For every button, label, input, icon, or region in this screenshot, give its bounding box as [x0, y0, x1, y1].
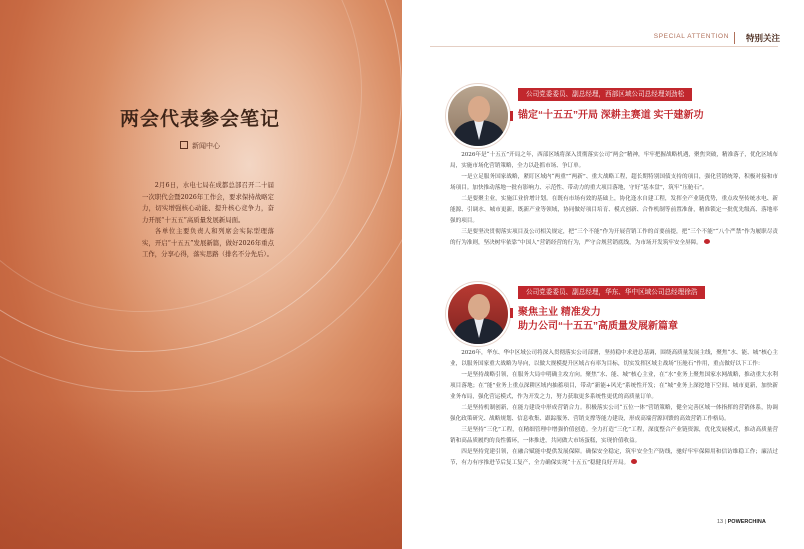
speaker-tag: 公司党委委员、副总经理，西部区域公司总经理刘劲松: [518, 88, 692, 101]
body-paragraph: [450, 227, 778, 249]
headline-text: 锚定“十五五”开局 深耕主赛道 实干建新功: [518, 110, 704, 121]
body-paragraph: 2026年，华东、华中区域公司将深入贯彻落实公司部署，坚持稳中求进总基调，围绕高质量发展主线，聚焦“水、能、城”核心主业，以服务国家重大战略为导向，以做大规模提升区域占有率为目标，切实发挥区域主战场“压舱石”作用，重点做好以下工作：: [450, 350, 778, 367]
body-paragraph: 2026年是“十五五”开局之年，西部区域将深入贯彻落实公司“两会”精神，牢牢把握战略机遇，聚焦突破，精准落子，优化区域布局，实施市场化营销策略，全力以赴抓市场、争订单。: [450, 152, 778, 169]
square-icon: [180, 141, 188, 149]
headline-marker: [510, 111, 513, 121]
body-paragraph: 二是坚持机制创新，在能力建设中形成营销合力。积极落实公司“五位一体”营销策略，健全完善区域一体指挥的营销体系，协调强化政策研究、战略规划、信息收集、跟踪服务、营销支撑等能力建设，形成高端营源回馈的高效营销工作格局。: [450, 405, 778, 422]
portrait-photo: [446, 282, 510, 346]
portrait-photo: [446, 84, 510, 148]
end-mark-icon: [704, 239, 710, 244]
intro-text: [142, 180, 274, 261]
body-paragraph: 二是要聚主业，实施江业价增计划。在既有市场有效的基础上，协化逢水自建工程，发挥全产业链优势，重点攻坚传统水电、新能源、引调水、城市更新，既新产业等领域，协同做好项目培育、模式创新、合作机制等前置准备，精准锁定一批优先级高、落地率强的项目。: [450, 196, 778, 224]
body-paragraph: 一是立足服务国家战略，紧盯区域内“两重”“两新”、重大战略工程，超长期特别国债支持的项目，强化营销统筹，积极对接和市场项目。加快推动落地一批有影响力、示范性、带动力的重大项目落地，守好“基本盘”，筑牢“压舱石”。: [450, 174, 778, 191]
page-number: 13: [717, 519, 724, 525]
author-line: [180, 141, 220, 151]
article-body: [450, 348, 778, 469]
page-title: 两会代表参会笔记: [120, 108, 281, 130]
section-header: [605, 32, 785, 46]
end-mark-icon: [631, 459, 637, 464]
intro-paragraph: 2月6日，水电七局在成都总部召开二十届一次职代会暨2026年工作会，要求保持战略定力，切实增强核心动能、提升核心竞争力，奋力开展“十五五”高质量发展新局面。: [142, 181, 274, 224]
brand-name: POWERCHINA: [727, 519, 766, 525]
headline-marker: [510, 308, 513, 318]
body-paragraph: 一是坚持战略引领，在服务大局中明确主攻方向。聚焦“水、能、城”核心主业，在“水”业务上聚焦国家水网战略，推动重大水利项目落地；在“能”业务上重点深耕区域内抽蓄项目，带动“新能+风光”系统性开发；在“城”业务上深挖地下空间、城市更新，加快新业务布局，强化营运模式，作为开发之力，努力获取更多系统性更优的高质量订单。: [450, 372, 778, 400]
article-headline: [518, 306, 678, 334]
speaker-tag: 公司党委委员、副总经理，华东、华中区域公司总经理徐浩: [518, 286, 705, 299]
article-body: [450, 150, 778, 249]
headline-line-1: 聚焦主业 精准发力: [518, 307, 601, 318]
author-name: 新闻中心: [192, 142, 220, 150]
header-rule: [430, 46, 778, 47]
body-paragraph: [450, 447, 778, 469]
body-paragraph-text: 四是坚持党建引领，在融合赋能中提供发展保障。确保安全稳定，筑牢安全生产防线，驰好牢牢保障用和信访维稳工作；廉洁过节，有力有序推进节后复工复产，全力确保实现“十五五”稳健良好开局。: [450, 449, 778, 466]
page-footer: 13 | POWERCHINA: [717, 519, 766, 525]
background-gradient: [0, 399, 402, 549]
header-divider: [734, 32, 735, 44]
body-paragraph-text: 三是要坚决贯彻落实项目及公司相关规定，把“三个不能”作为开展营销工作的首要前提，把“三个不能”“八个严禁”作为履职尽责的行为准则，坚决树牢依靠“中国人”营销经营的行为，严守合规营销底线，为市场开发筑牢安全屏障。: [450, 229, 778, 246]
headline-line-2: 助力公司“十五五”高质量发展新篇章: [518, 321, 678, 332]
article-headline: [518, 109, 704, 123]
body-paragraph: 三是坚持“三化”工程，在精细管理中增强价值创造。全力打造“三化”工程，深度整合产业链资源，优化发展模式，推动高质量营销和高品质履约的良性循环，一体推进，共同做大市场蛋糕，实现价值收益。: [450, 427, 778, 444]
intro-paragraph: 各单位主要负责人和列席会实际型理落实，开启“十五五”发展新篇，做好2026年重点工作，分享心得，落实思路（排名不分先后）。: [142, 227, 274, 258]
section-header-en: SPECIAL ATTENTION: [653, 33, 729, 40]
section-header-cn: 特别关注: [745, 33, 780, 43]
